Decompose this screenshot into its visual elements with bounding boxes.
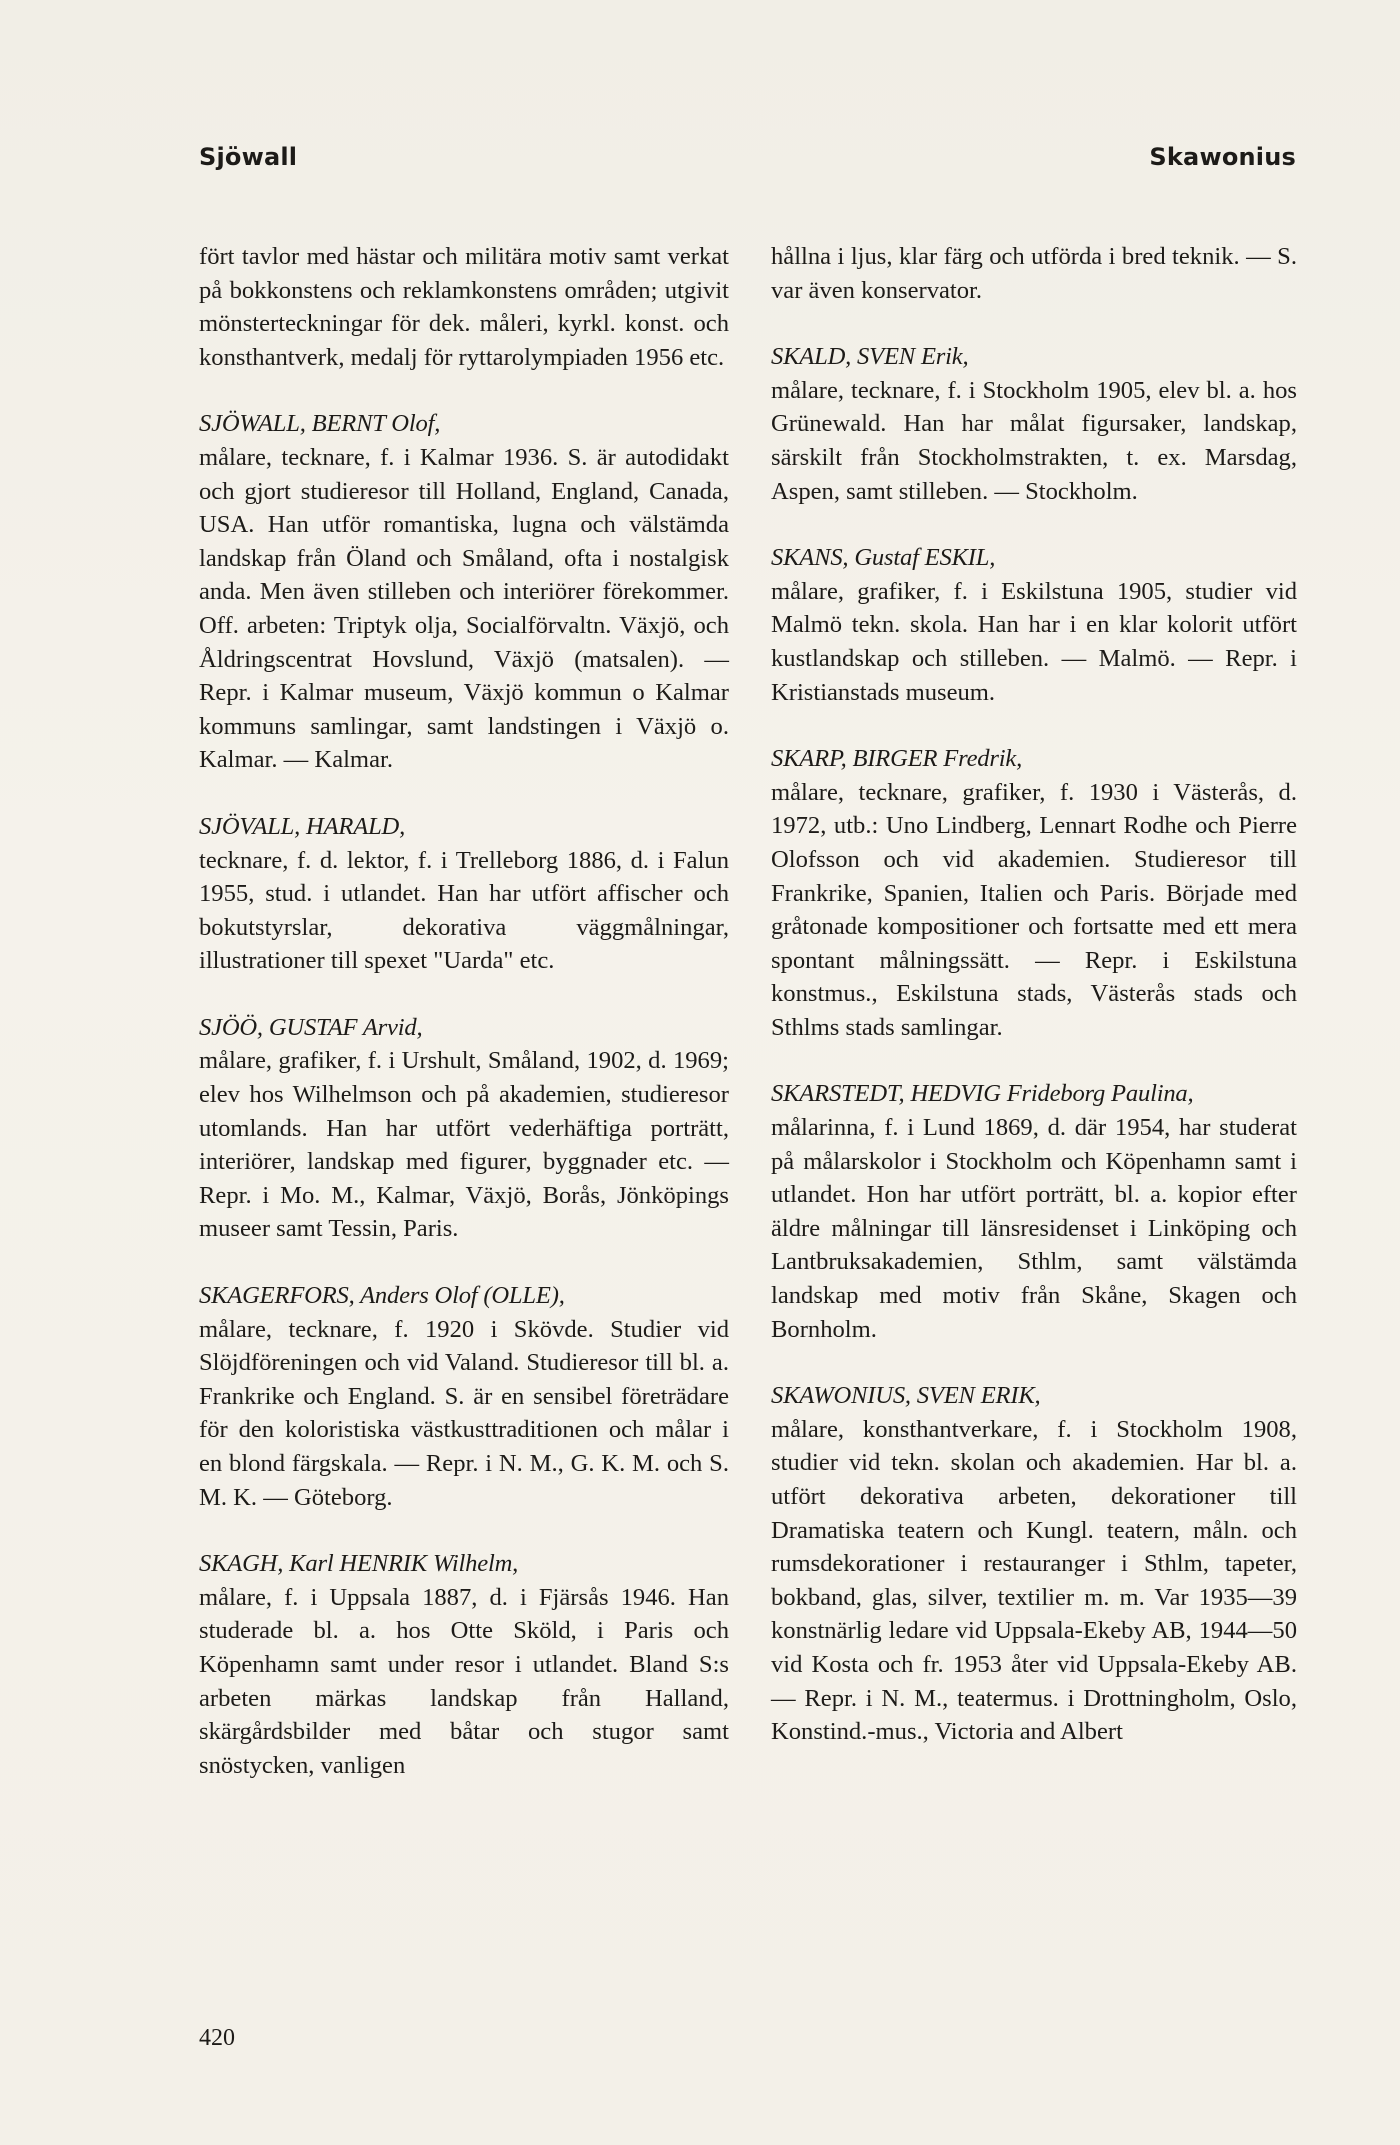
running-head-left: Sjöwall <box>199 143 298 171</box>
dictionary-entry <box>771 1379 1297 1749</box>
entry-headword: SKAGERFORS, Anders Olof (OLLE), <box>199 1282 565 1310</box>
entry-headword: SKARSTEDT, HEDVIG Frideborg Paulina, <box>771 1080 1194 1108</box>
dictionary-entry <box>199 240 729 374</box>
entry-text: målare, f. i Uppsala 1887, d. i Fjärsås 1946. Han studerade bl. a. hos Otte Sköld, i Paris och Köpenhamn samt under resor i utlandet. Bland S:s arbeten märkas landskap från Halland, skärgårdsbilder med båtar och stugor samt snöstycken, vanligen <box>199 1583 729 1779</box>
entry-headword: SJÖÖ, GUSTAF Arvid, <box>199 1013 423 1041</box>
dictionary-entry <box>199 810 729 978</box>
entry-text: målarinna, f. i Lund 1869, d. där 1954, har studerat på målarskolor i Stockholm och Köpenhamn samt i utlandet. Hon har utfört porträtt, bl. a. kopior efter äldre målningar till länsresidenset i Linköping och Lantbruksakademien, Sthlm, samt välstämda landskap med motiv från Skåne, Skagen och Bornholm. <box>771 1114 1297 1343</box>
entry-text: målare, tecknare, f. i Kalmar 1936. S. är autodidakt och gjort studieresor till Holland, England, Canada, USA. Han utför romantiska, lugna och välstämda landskap från Öland och Småland, ofta i nostalgisk anda. Men även stilleben och interiörer förekommer. Off. arbeten: Triptyk olja, Socialförvaltn. Växjö, och Åldringscentrat Hovslund, Växjö (matsalen). — Repr. i Kalmar museum, Växjö kommun o Kalmar kommuns samlingar, samt landstingen i Växjö o. Kalmar. — Kalmar. <box>199 443 729 774</box>
dictionary-entry <box>199 1279 729 1514</box>
left-column <box>199 240 729 1815</box>
entry-text: tecknare, f. d. lektor, f. i Trelleborg 1886, d. i Falun 1955, stud. i utlandet. Han har utfört affischer och bokutstyrslar, dekorativa väggmålningar, illustrationer till spexet "Uarda" etc. <box>199 846 729 975</box>
entry-text: fört tavlor med hästar och militära motiv samt verkat på bokkonstens och reklamkonstens områden; utgivit mönsterteckningar för dek. måleri, kyrkl. konst. och konsthantverk, medalj för ryttarolympiaden 1956 etc. <box>199 243 729 371</box>
dictionary-entry <box>771 742 1297 1044</box>
entry-headword: SKAWONIUS, SVEN ERIK, <box>771 1382 1041 1410</box>
dictionary-entry <box>771 1077 1297 1346</box>
entry-text: målare, tecknare, f. i Stockholm 1905, elev bl. a. hos Grünewald. Han har målat figursaker, landskap, särskilt från Stockholmstrakten, t. ex. Marsdag, Aspen, samt stilleben. — Stockholm. <box>771 376 1297 505</box>
entry-headword: SKANS, Gustaf ESKIL, <box>771 544 996 572</box>
entry-text: målare, konsthantverkare, f. i Stockholm 1908, studier vid tekn. skolan och akademien. Har bl. a. utfört dekorativa arbeten, dekorationer till Dramatiska teatern och Kungl. teatern, måln. och rumsdekorationer i restauranger i Sthlm, tapeter, bokband, glas, silver, textilier m. m. Var 1935—39 konstnärlig ledare vid Uppsala-Ekeby AB, 1944—50 vid Kosta och fr. 1953 åter vid Uppsala-Ekeby AB. — Repr. i N. M., teatermus. i Drottningholm, Oslo, Konstind.-mus., Victoria and Albert <box>771 1415 1297 1746</box>
dictionary-entry <box>199 407 729 777</box>
dictionary-entry <box>771 240 1297 307</box>
right-column <box>771 240 1297 1782</box>
entry-text: målare, grafiker, f. i Eskilstuna 1905, studier vid Malmö tekn. skola. Han har i en klar kolorit utfört kustlandskap och stilleben. — Malmö. — Repr. i Kristianstads museum. <box>771 577 1297 706</box>
dictionary-entry <box>199 1011 729 1246</box>
entry-headword: SJÖWALL, BERNT Olof, <box>199 410 441 438</box>
entry-headword: SKAGH, Karl HENRIK Wilhelm, <box>199 1550 519 1578</box>
running-head-right: Skawonius <box>1149 143 1296 171</box>
entry-text: målare, tecknare, grafiker, f. 1930 i Västerås, d. 1972, utb.: Uno Lindberg, Lennart Rodhe och Pierre Olofsson och vid akademien. Studieresor till Frankrike, Spanien, Italien och Paris. Började med gråtonade kompositioner och fortsatte med ett mera spontant målningssätt. — Repr. i Eskilstuna konstmus., Eskilstuna stads, Västerås stads och Sthlms stads samlingar. <box>771 778 1297 1041</box>
entry-headword: SJÖVALL, HARALD, <box>199 812 406 840</box>
entry-headword: SKARP, BIRGER Fredrik, <box>771 745 1023 773</box>
entry-headword: SKALD, SVEN Erik, <box>771 343 969 371</box>
entry-text: hållna i ljus, klar färg och utförda i bred teknik. — S. var även konservator. <box>771 243 1297 304</box>
page-number: 420 <box>199 2025 235 2051</box>
entry-text: målare, grafiker, f. i Urshult, Småland, 1902, d. 1969; elev hos Wilhelmson och på akademien, studieresor utomlands. Han har utfört vederhäftiga porträtt, interiörer, landskap med figurer, byggnader etc. — Repr. i Mo. M., Kalmar, Växjö, Borås, Jönköpings museer samt Tessin, Paris. <box>199 1047 729 1243</box>
dictionary-entry <box>771 340 1297 508</box>
dictionary-entry <box>771 541 1297 709</box>
dictionary-entry <box>199 1547 729 1782</box>
entry-text: målare, tecknare, f. 1920 i Skövde. Studier vid Slöjdföreningen och vid Valand. Studieresor till bl. a. Frankrike och England. S. är en sensibel företrädare för den koloristiska västkusttraditionen och målar i en blond färgskala. — Repr. i N. M., G. K. M. och S. M. K. — Göteborg. <box>199 1315 729 1511</box>
